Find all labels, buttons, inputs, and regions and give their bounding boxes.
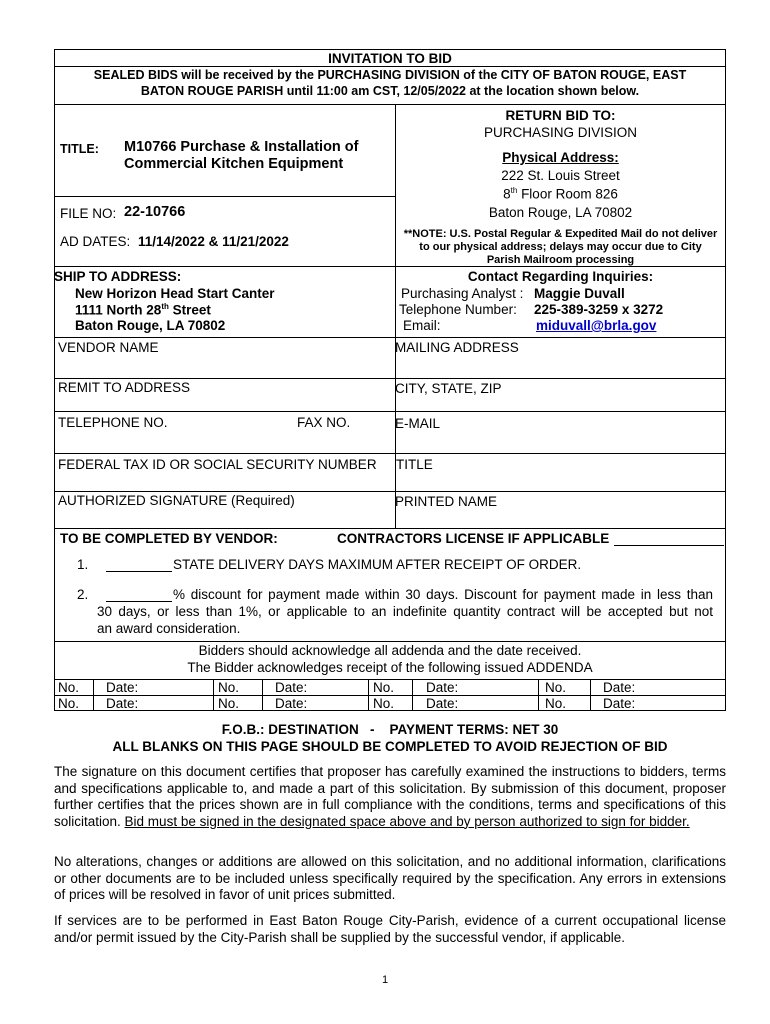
email-field-label: E-MAIL [395,416,441,431]
addenda-no: No. [58,696,80,711]
signature-label: AUTHORIZED SIGNATURE (Required) [58,493,295,508]
divider [54,491,726,492]
title-field-label: TITLE [396,457,433,472]
ship-to-street [75,302,211,318]
addenda-line1: Bidders should acknowledge all addenda and the date received. [198,643,582,658]
sealed-bids-line1: SEALED BIDS will be received by the PURCHASING DIVISION of the CITY OF BATON ROUGE, EAST [93,68,687,82]
divider [54,337,726,338]
ship-to-city: Baton Rouge, LA 70802 [75,318,226,333]
addenda-date: Date: [106,680,139,695]
floor-number: 8 [503,186,511,202]
discount-blank[interactable] [106,601,172,602]
addenda-date: Date: [603,696,636,711]
divider [54,266,726,267]
printed-name-label: PRINTED NAME [395,494,498,509]
file-no-value: 22-10766 [124,204,186,220]
license-blank[interactable] [614,545,724,546]
divider [54,641,726,642]
addenda-date: Date: [603,680,636,695]
divider [54,104,726,105]
addenda-no: No. [545,696,567,711]
mail-note-line2: to our physical address; delays may occur due to City [419,241,702,253]
addenda-no: No. [373,680,395,695]
divider [54,453,726,454]
divider [54,528,726,529]
addenda-date: Date: [275,680,308,695]
remit-to-label: REMIT TO ADDRESS [58,380,191,395]
floor-suffix: th [510,186,518,195]
addenda-col-line [213,679,214,711]
return-street: 222 St. Louis Street [501,168,620,183]
divider [54,378,726,379]
addenda-col-line [93,679,94,711]
addenda-col-line [368,679,369,711]
addenda-no: No. [545,680,567,695]
return-city: Baton Rouge, LA 70802 [488,205,633,220]
mail-note-line1: **NOTE: U.S. Postal Regular & Expedited Mail do not deliver [403,228,718,240]
fax-label: FAX NO. [297,415,351,430]
mailing-address-label: MAILING ADDRESS [395,340,519,355]
addenda-date: Date: [426,680,459,695]
ship-street-rest: Street [168,302,211,318]
addenda-col-line [412,679,413,711]
alterations-paragraph: No alterations, changes or additions are allowed on this solicitation, and no additional information, clarifications or other documents are to be included unless specifically required by the specification. Any errors in extensions of prices will be resolved in favor of unit prices submitted. [54,854,726,902]
addenda-col-line [262,679,263,711]
contractors-license-label: CONTRACTORS LICENSE IF APPLICABLE [337,531,610,546]
phone-value: 225-389-3259 x 3272 [534,302,664,317]
addenda-no: No. [58,680,80,695]
item1-text: STATE DELIVERY DAYS MAXIMUM AFTER RECEIPT OF ORDER. [173,557,582,572]
signature-requirement: Bid must be signed in the designated space above and by person authorized to sign for bidder. [124,813,690,829]
addenda-no: No. [218,696,240,711]
phone-label: Telephone Number: [399,302,517,317]
analyst-name: Maggie Duvall [534,286,625,301]
addenda-no: No. [373,696,395,711]
ship-to-heading: SHIP TO ADDRESS: [54,269,182,284]
return-floor [395,186,726,202]
ad-dates-value: 11/14/2022 & 11/21/2022 [138,234,289,249]
email-link[interactable]: miduvall@brla.gov [536,318,657,333]
item2-number: 2. [77,587,89,602]
addenda-date: Date: [426,696,459,711]
mail-note-line3: Parish Mailroom processing [486,254,635,266]
vendor-section-heading: TO BE COMPLETED BY VENDOR: [60,531,278,546]
bid-title-line2: Commercial Kitchen Equipment [124,156,344,172]
vendor-name-label: VENDOR NAME [58,340,159,355]
fob-terms: F.O.B.: DESTINATION - PAYMENT TERMS: NET 30 [221,722,559,737]
analyst-label: Purchasing Analyst : [401,286,524,301]
item2-line2: 30 days, or less than 1%, or applicable to an indefinite quantity contract will be accepted but not [97,604,713,619]
item2-line1: % discount for payment made within 30 days. Discount for payment made in less than [173,587,713,602]
divider [54,411,726,412]
addenda-col-line [538,679,539,711]
divider [54,196,395,197]
title-label: TITLE: [60,142,99,156]
addenda-date: Date: [106,696,139,711]
addenda-col-line [590,679,591,711]
floor-rest: Floor Room 826 [517,186,618,202]
physical-address-label-wrap [395,150,726,165]
delivery-days-blank[interactable] [106,571,172,572]
divider [54,66,726,67]
form-title: INVITATION TO BID [328,51,452,66]
bid-title-line1: M10766 Purchase & Installation of [124,139,359,155]
blanks-warning: ALL BLANKS ON THIS PAGE SHOULD BE COMPLETED TO AVOID REJECTION OF BID [112,739,668,754]
ship-to-name: New Horizon Head Start Canter [75,286,275,301]
certification-paragraph [54,764,726,830]
contact-heading: Contact Regarding Inquiries: [467,269,654,284]
tax-id-label: FEDERAL TAX ID OR SOCIAL SECURITY NUMBER [58,457,377,472]
addenda-line2: The Bidder acknowledges receipt of the following issued ADDENDA [187,660,593,675]
item1-number: 1. [77,557,89,572]
ship-street-suffix: th [161,302,169,311]
addenda-date: Date: [275,696,308,711]
certification-text: The signature on this document certifies that proposer has carefully examined the instructions to bidders, terms and specifications applicable to, and made a part of this solicitation. By submission of this document, proposer further certifies that the prices shown are in full compliance with the conditions, terms and specifications of this solicitation. [54,764,726,829]
item2-line3: an award consideration. [97,621,241,636]
email-label: Email: [403,318,441,333]
page-number: 1 [381,974,389,986]
physical-address-label: Physical Address: [502,150,619,165]
ad-dates-label: AD DATES: [60,234,131,249]
addenda-no: No. [218,680,240,695]
file-no-label: FILE NO: [60,206,117,221]
purchasing-division: PURCHASING DIVISION [483,125,638,140]
return-bid-heading: RETURN BID TO: [505,108,616,123]
sealed-bids-line2: BATON ROUGE PARISH until 11:00 am CST, 12/05/2022 at the location shown below. [140,84,640,98]
ship-street-num: 1111 North 28 [75,302,162,318]
license-paragraph: If services are to be performed in East Baton Rouge City-Parish, evidence of a current occupational license and/or permit issued by the City-Parish shall be supplied by the successful vendor, if applicable. [54,913,726,945]
city-state-zip-label: CITY, STATE, ZIP [395,381,502,396]
telephone-label: TELEPHONE NO. [58,415,168,430]
